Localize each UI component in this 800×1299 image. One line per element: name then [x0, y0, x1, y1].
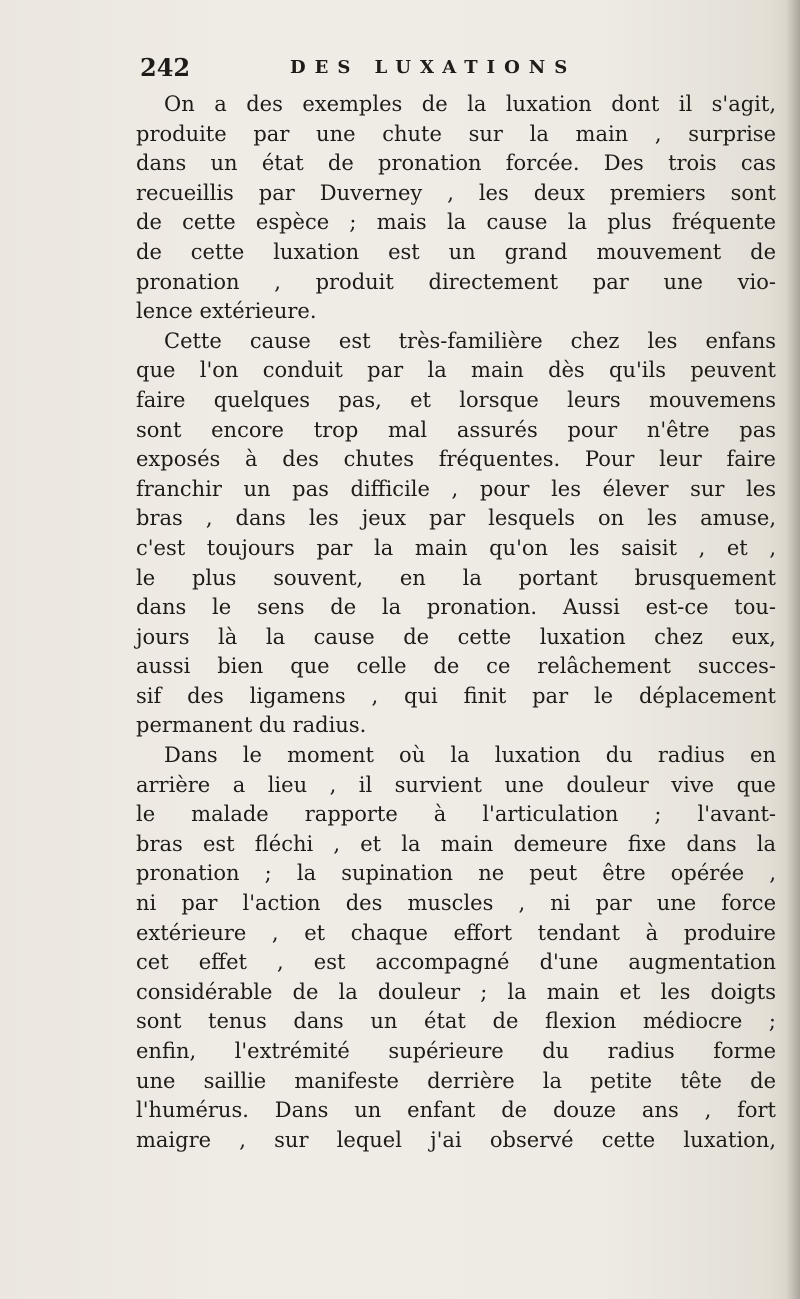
text-line: cet effet , est accompagné d'une augmentation [136, 950, 776, 975]
page-edge-shadow [786, 0, 800, 1299]
text-line: considérable de la douleur ; la main et les doigts [136, 979, 776, 1004]
text-line: arrière a lieu , il survient une douleur vive que [136, 772, 776, 797]
running-head: DES LUXATIONS [290, 57, 577, 78]
text-line: produite par une chute sur la main , surprise [136, 121, 776, 146]
text-line: On a des exemples de la luxation dont il s'agit, [164, 92, 776, 116]
text-line: c'est toujours par la main qu'on les saisit , et , [136, 535, 776, 560]
text-line: le malade rapporte à l'articulation ; l'avant- [136, 802, 776, 827]
text-line: permanent du radius. [136, 713, 367, 738]
text-line: faire quelques pas, et lorsque leurs mouvemens [136, 387, 776, 412]
text-line: sont encore trop mal assurés pour n'être pas [136, 417, 776, 442]
page-header [140, 50, 700, 86]
text-line: aussi bien que celle de ce relâchement succes- [136, 654, 776, 679]
text-line: pronation , produit directement par une vio- [136, 269, 776, 294]
text-line: pronation ; la supination ne peut être opérée , [136, 861, 776, 886]
text-line: ni par l'action des muscles , ni par une force [136, 891, 776, 916]
text-line: que l'on conduit par la main dès qu'ils peuvent [136, 358, 776, 383]
text-line: franchir un pas difficile , pour les élever sur les [136, 476, 776, 501]
text-line: Dans le moment où la luxation du radius en [164, 743, 776, 768]
text-line: exposés à des chutes fréquentes. Pour leur faire [136, 447, 776, 472]
text-line: une saillie manifeste derrière la petite tête de [136, 1068, 776, 1093]
page-number: 242 [140, 53, 191, 82]
text-line: recueillis par Duverney , les deux premiers sont [136, 180, 776, 205]
text-line: de cette luxation est un grand mouvement de [136, 239, 776, 264]
text-line: bras , dans les jeux par lesquels on les amuse, [136, 506, 776, 531]
text-line: le plus souvent, en la portant brusquement [136, 565, 776, 590]
text-line: Cette cause est très-familière chez les enfans [164, 328, 776, 353]
text-line: sif des ligamens , qui finit par le déplacement [136, 683, 776, 708]
text-line: enfin, l'extrémité supérieure du radius forme [136, 1039, 776, 1063]
text-line: jours là la cause de cette luxation chez eux, [136, 624, 776, 649]
text-line: dans le sens de la pronation. Aussi est-ce tou- [136, 595, 776, 620]
text-line: extérieure , et chaque effort tendant à produire [136, 920, 776, 945]
text-line: bras est fléchi , et la main demeure fixe dans la [136, 831, 776, 856]
body-text [136, 90, 776, 1155]
text-line: lence extérieure. [136, 299, 317, 324]
text-line: sont tenus dans un état de flexion médiocre ; [136, 1009, 776, 1034]
text-line: maigre , sur lequel j'ai observé cette luxation, [136, 1127, 776, 1152]
text-line: l'humérus. Dans un enfant de douze ans , fort [136, 1098, 776, 1123]
text-line: dans un état de pronation forcée. Des trois cas [136, 151, 776, 176]
text-line: de cette espèce ; mais la cause la plus fréquente [136, 210, 776, 235]
